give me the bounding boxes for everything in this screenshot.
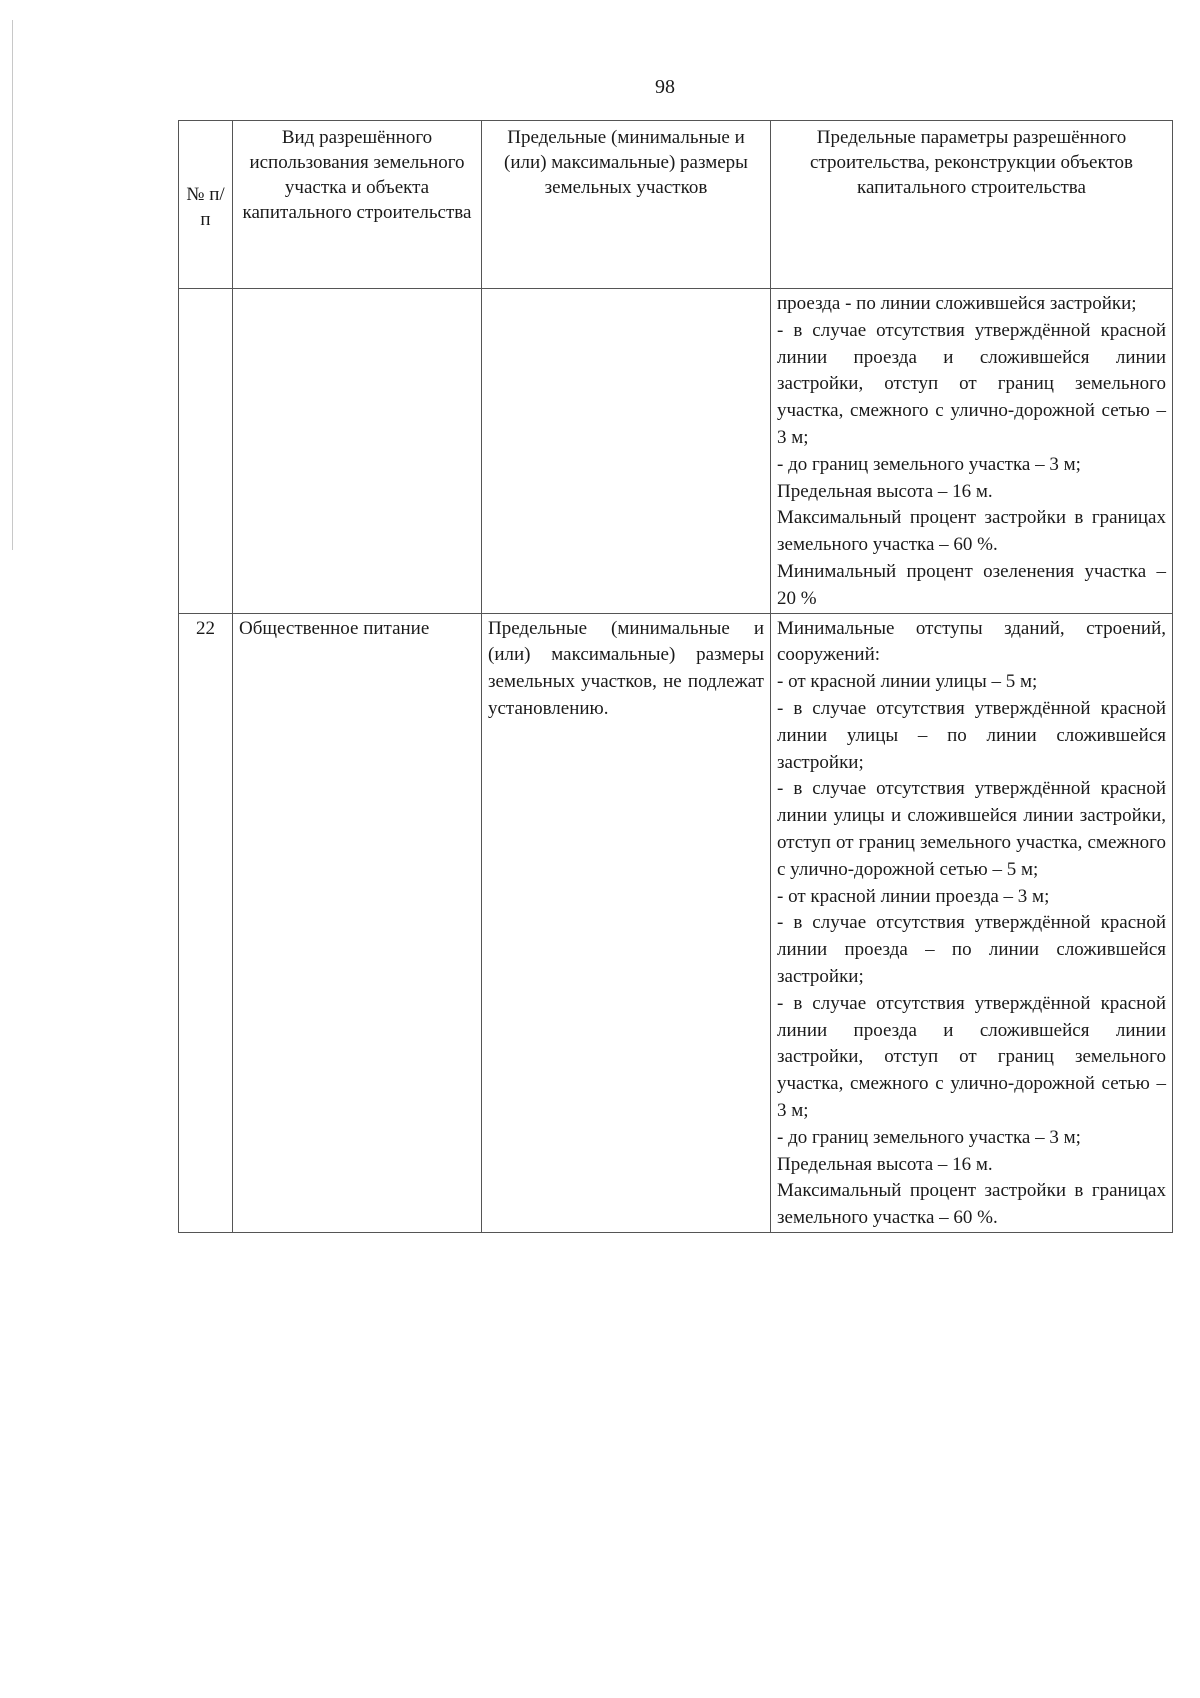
- row-use-type: [233, 289, 482, 614]
- header-number: № п/п: [179, 121, 233, 289]
- header-params: Предельные параметры разрешённого строительства, реконструкции объектов капитального строительства: [771, 121, 1173, 289]
- table-row: [179, 613, 1173, 1232]
- param-line: Предельная высота – 16 м.: [777, 480, 993, 502]
- scan-edge-line: [12, 20, 13, 550]
- param-line: - в случае отсутствия утверждённой красной линии проезда – по линии сложившейся застройки;: [777, 912, 1166, 987]
- table-row: [179, 289, 1173, 614]
- param-line: Максимальный процент застройки в границах земельного участка – 60 %.: [777, 1180, 1166, 1229]
- param-line: Максимальный процент застройки в границах земельного участка – 60 %.: [777, 507, 1166, 556]
- param-line: Минимальный процент озеленения участка – 20 %: [777, 560, 1166, 609]
- page-number: 98: [655, 76, 675, 98]
- row-params: [771, 613, 1173, 1232]
- param-line: - от красной линии улицы – 5 м;: [777, 671, 1038, 693]
- row-sizes: Предельные (минимальные и (или) максимальные) размеры земельных участков, не подлежат установлению.: [482, 613, 771, 1232]
- header-sizes: Предельные (минимальные и (или) максимальные) размеры земельных участков: [482, 121, 771, 289]
- regulations-table: [178, 120, 1173, 1233]
- row-sizes: [482, 289, 771, 614]
- table-header-row: [179, 121, 1173, 289]
- param-line: - до границ земельного участка – 3 м;: [777, 1126, 1081, 1148]
- param-line: - в случае отсутствия утверждённой красной линии проезда и сложившейся линии застройки, отступ от границ земельного участка, смежного с улично-дорожной сетью – 3 м;: [777, 319, 1166, 448]
- row-number: [179, 289, 233, 614]
- param-line: - в случае отсутствия утверждённой красной линии улицы – по линии сложившейся застройки;: [777, 697, 1166, 773]
- param-line: Минимальные отступы зданий, строений, сооружений:: [777, 617, 1166, 666]
- param-line: проезда - по линии сложившейся застройки;: [777, 293, 1137, 314]
- header-use-type: Вид разрешённого использования земельного участка и объекта капитального строительства: [233, 121, 482, 289]
- row-params: [771, 289, 1173, 614]
- row-number: 22: [179, 613, 233, 1232]
- param-line: Предельная высота – 16 м.: [777, 1153, 993, 1175]
- param-line: - от красной линии проезда – 3 м;: [777, 885, 1050, 907]
- row-use-type: Общественное питание: [233, 613, 482, 1232]
- param-line: - в случае отсутствия утверждённой красной линии проезда и сложившейся линии застройки, отступ от границ земельного участка, смежного с улично-дорожной сетью – 3 м;: [777, 992, 1166, 1121]
- param-line: - в случае отсутствия утверждённой красной линии улицы и сложившейся линии застройки, отступ от границ земельного участка, смежного с улично-дорожной сетью – 5 м;: [777, 778, 1166, 880]
- param-line: - до границ земельного участка – 3 м;: [777, 453, 1081, 475]
